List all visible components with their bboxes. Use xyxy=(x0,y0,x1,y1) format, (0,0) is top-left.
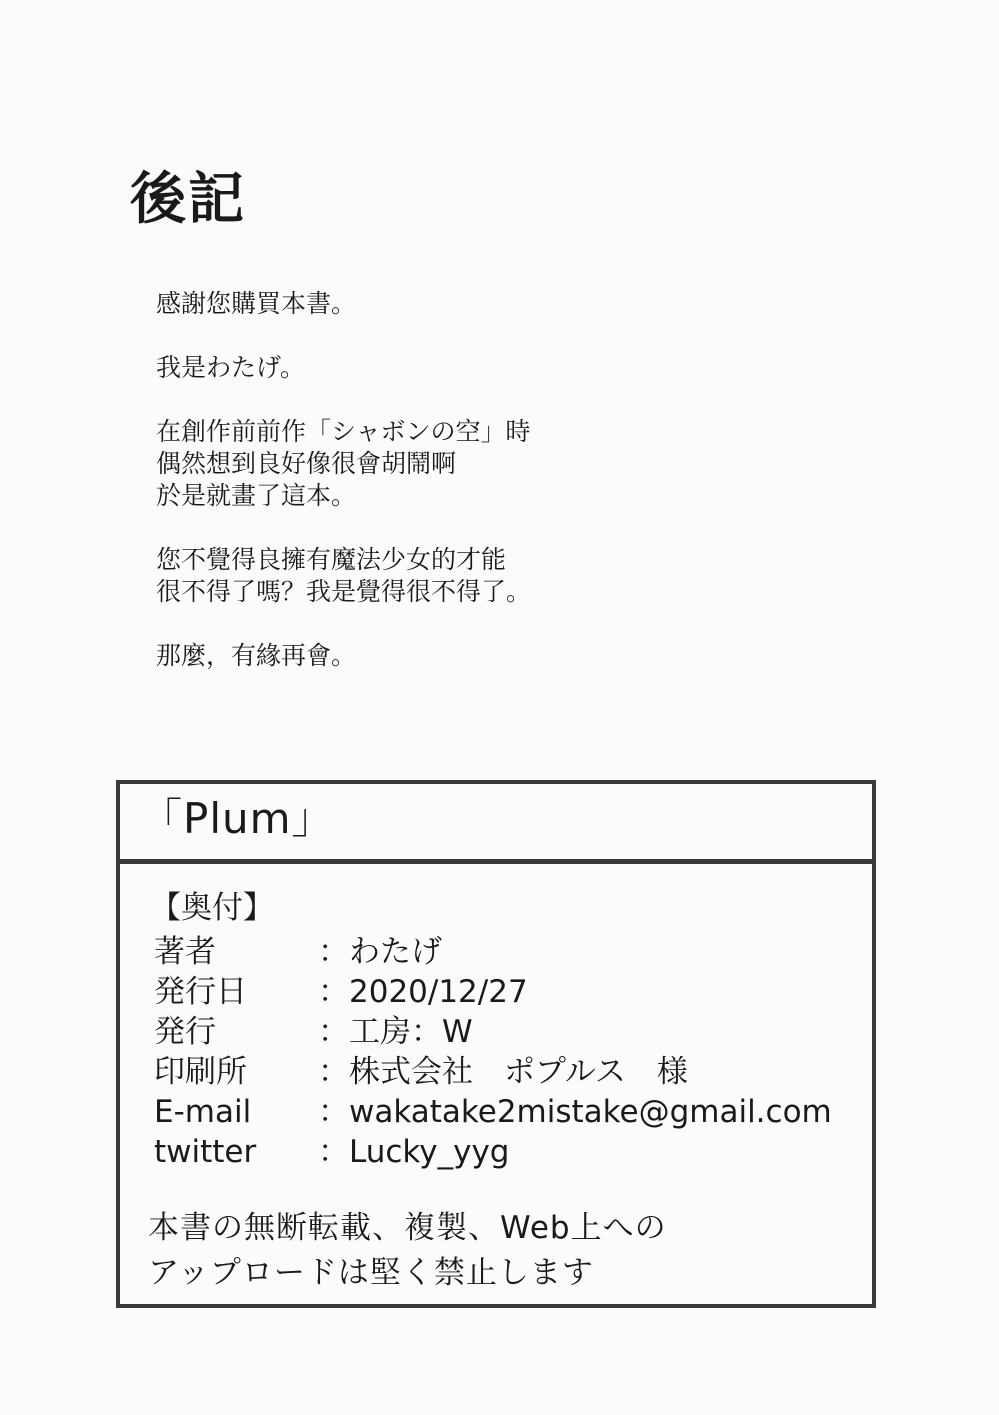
colophon-label: 印刷所 xyxy=(154,1054,247,1090)
colophon-row-email xyxy=(150,1092,852,1132)
colophon-info xyxy=(150,888,852,1172)
afterword-paragraph xyxy=(156,544,856,608)
afterword-line: 那麼，有緣再會。 xyxy=(156,641,357,670)
colophon-label: 発行日 xyxy=(154,974,247,1010)
book-title-row xyxy=(120,784,872,864)
colophon-row-twitter xyxy=(150,1132,852,1172)
colophon-label: 著者 xyxy=(154,934,216,970)
notice-line: アップロードは堅く禁止します xyxy=(148,1255,594,1291)
notice-line: 本書の無断転載、複製、Web上への xyxy=(148,1210,667,1246)
colophon-value: ：わたげ xyxy=(318,934,442,970)
colophon-label: 発行 xyxy=(154,1014,216,1050)
colophon-row-publisher xyxy=(150,1012,852,1052)
afterword-line: 感謝您購買本書。 xyxy=(156,289,357,318)
afterword-line: 很不得了嗎？我是覺得很不得了。 xyxy=(156,577,532,606)
afterword-paragraph xyxy=(156,640,856,672)
afterword-line: 在創作前前作「シャボンの空」時 xyxy=(156,417,531,446)
afterword-line: 我是わたげ。 xyxy=(156,353,306,382)
colophon-value: ：株式会社 ポプルス 様 xyxy=(318,1054,688,1090)
colophon-value: ：2020/12/27 xyxy=(318,974,528,1010)
colophon-value: ：工房：W xyxy=(318,1014,473,1050)
afterword-line: 您不覺得良擁有魔法少女的才能 xyxy=(156,545,507,574)
colophon-value: ：Lucky_yyg xyxy=(318,1134,510,1170)
colophon-row-author xyxy=(150,932,852,972)
afterword-paragraph xyxy=(156,416,856,512)
colophon-row-printer xyxy=(150,1052,852,1092)
copyright-notice xyxy=(148,1206,667,1296)
colophon-label: twitter xyxy=(154,1134,257,1170)
page-title: 後記 xyxy=(130,167,246,232)
afterword-line: 偶然想到良好像很會胡鬧啊 xyxy=(156,449,457,478)
book-title: 「Plum」 xyxy=(140,794,335,843)
colophon-row-date xyxy=(150,972,852,1012)
colophon-label: E-mail xyxy=(154,1094,252,1130)
colophon-value: ：wakatake2mistake@gmail.com xyxy=(318,1094,832,1130)
afterword-paragraph xyxy=(156,352,856,384)
afterword-paragraph xyxy=(156,288,856,320)
colophon-box xyxy=(116,780,876,1308)
colophon-heading: 【奥付】 xyxy=(150,890,274,926)
afterword-line: 於是就畫了這本。 xyxy=(156,481,357,510)
afterword-text xyxy=(156,288,856,704)
